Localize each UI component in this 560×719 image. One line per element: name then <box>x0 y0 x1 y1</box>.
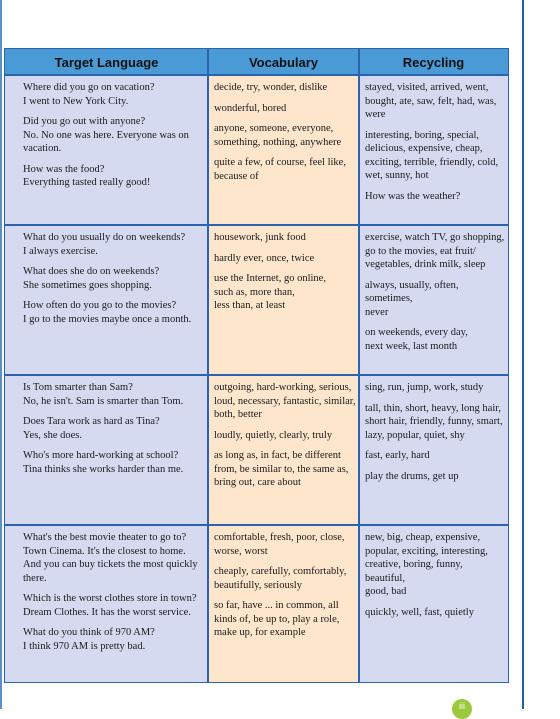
entry-group <box>23 415 205 442</box>
entry-group <box>365 81 505 122</box>
entry-group <box>23 265 205 292</box>
entry-line: What do you usually do on weekends? <box>23 232 186 243</box>
entry-group <box>214 449 356 490</box>
entry-line: What does she do on weekends? <box>23 266 160 277</box>
recycling-cell <box>365 231 505 360</box>
entry-group <box>365 381 505 395</box>
entry-line: loudly, quietly, clearly, truly <box>214 429 333 441</box>
recycling-cell <box>365 81 505 210</box>
entry-group <box>214 381 356 422</box>
entry-line: How was the weather? <box>365 190 461 202</box>
entry-line: lazy, popular, quiet, shy <box>365 429 465 441</box>
entry-group <box>214 429 356 443</box>
entry-group <box>214 531 356 558</box>
entry-line: comfortable, fresh, poor, close, <box>214 532 345 543</box>
entry-line: decide, try, wonder, dislike <box>214 82 328 93</box>
entry-group <box>23 81 205 108</box>
entry-line: good, bad <box>365 586 407 597</box>
entry-group <box>214 599 356 640</box>
entry-line: Dream Clothes. It has the worst service. <box>23 606 191 618</box>
entry-line: No. No one was here. Everyone was on <box>23 129 189 141</box>
page-number-badge: iii <box>452 699 472 719</box>
target-language-cell <box>23 531 205 660</box>
entry-group <box>365 606 505 620</box>
target-language-cell <box>23 381 205 483</box>
entry-line: quickly, well, fast, quietly <box>365 606 474 618</box>
entry-line: And you can buy tickets the most quickly <box>23 559 198 570</box>
entry-line: both, better <box>214 409 262 420</box>
entry-line: creative, boring, funny, beautiful, <box>365 559 463 584</box>
entry-line: outgoing, hard-working, serious, <box>214 382 352 393</box>
row-divider <box>5 224 508 226</box>
entry-line: vegetables, drink milk, sleep <box>365 259 486 270</box>
entry-line: cheaply, carefully, comfortably, <box>214 566 347 577</box>
vocabulary-cell <box>214 81 356 190</box>
entry-line: make up, for example <box>214 627 306 638</box>
entry-group <box>365 231 505 272</box>
entry-group <box>365 326 505 353</box>
entry-group <box>23 299 205 326</box>
entry-line: because of <box>214 170 259 182</box>
entry-line: as long as, in fact, be different <box>214 450 341 461</box>
entry-group <box>365 531 505 599</box>
entry-line: loud, necessary, fantastic, similar, <box>214 395 356 407</box>
entry-line: Did you go out with anyone? <box>23 116 146 127</box>
entry-group <box>214 102 356 116</box>
entry-line: Is Tom smarter than Sam? <box>23 382 133 393</box>
row-divider <box>5 374 508 376</box>
column-divider <box>207 49 209 682</box>
entry-line: go to the movies, eat fruit/ <box>365 245 476 257</box>
vocabulary-cell <box>214 531 356 647</box>
entry-line: exciting, terrible, friendly, cold, <box>365 156 499 168</box>
entry-line: popular, exciting, interesting, <box>365 545 488 557</box>
vocabulary-cell <box>214 231 356 320</box>
entry-line: were <box>365 109 386 120</box>
entry-group <box>23 163 205 190</box>
entry-line: play the drums, get up <box>365 470 459 482</box>
entry-group <box>23 231 205 258</box>
entry-line: I always exercise. <box>23 245 98 257</box>
entry-group <box>214 81 356 95</box>
entry-line: I think 970 AM is pretty bad. <box>23 640 146 652</box>
entry-group <box>214 122 356 149</box>
entry-line: Town Cinema. It's the closest to home. <box>23 545 186 557</box>
entry-line: How was the food? <box>23 163 105 175</box>
entry-group <box>23 381 205 408</box>
entry-line: anyone, someone, everyone, <box>214 123 334 134</box>
entry-group <box>365 279 505 320</box>
entry-group <box>214 252 356 266</box>
entry-line: from, be similar to, the same as, <box>214 463 349 475</box>
entry-line: short hair, friendly, funny, smart, <box>365 416 503 427</box>
entry-group <box>214 231 356 245</box>
entry-group <box>365 449 505 463</box>
vocabulary-cell <box>214 381 356 497</box>
entry-line: worse, worst <box>214 545 268 557</box>
entry-line: next week, last month <box>365 340 458 352</box>
entry-group <box>23 531 205 585</box>
recycling-cell <box>365 531 505 626</box>
entry-group <box>214 272 356 313</box>
recycling-cell <box>365 381 505 490</box>
entry-line: sing, run, jump, work, study <box>365 382 484 393</box>
entry-group <box>365 470 505 484</box>
entry-line: What's the best movie theater to go to? <box>23 532 187 543</box>
target-language-cell <box>23 81 205 197</box>
entry-line: tall, thin, short, heavy, long hair, <box>365 402 501 414</box>
entry-line: beautifully, seriously <box>214 579 302 591</box>
entry-line: I go to the movies maybe once a month. <box>23 313 192 325</box>
entry-line: She sometimes goes shopping. <box>23 279 152 291</box>
entry-line: No, he isn't. Sam is smarter than Tom. <box>23 395 184 407</box>
entry-group <box>23 115 205 156</box>
entry-line: something, nothing, anywhere <box>214 136 342 148</box>
entry-group <box>23 592 205 619</box>
header-vocabulary: Vocabulary <box>208 49 359 75</box>
page-left-rule <box>0 0 2 709</box>
entry-line: How often do you go to the movies? <box>23 300 177 311</box>
entry-line: I went to New York City. <box>23 95 129 107</box>
entry-line: Tina thinks she works harder than me. <box>23 463 184 475</box>
entry-line: housework, junk food <box>214 232 306 243</box>
entry-line: fast, early, hard <box>365 450 430 461</box>
entry-line: vacation. <box>23 143 62 154</box>
entry-group <box>23 449 205 476</box>
entry-line: always, usually, often, sometimes, <box>365 279 459 304</box>
entry-line: stayed, visited, arrived, went, <box>365 82 489 93</box>
entry-line: exercise, watch TV, go shopping, <box>365 232 505 243</box>
entry-line: bring out, care about <box>214 477 301 488</box>
entry-line: wonderful, bored <box>214 102 287 114</box>
entry-line: there. <box>23 572 47 584</box>
entry-line: wet, sunny, hot <box>365 170 429 181</box>
entry-group <box>365 129 505 183</box>
entry-group <box>214 156 356 183</box>
entry-line: new, big, cheap, expensive, <box>365 532 481 543</box>
entry-line: such as, more than, <box>214 286 295 298</box>
page-right-rule <box>522 0 524 709</box>
entry-line: Who's more hard-working at school? <box>23 450 179 461</box>
entry-line: Yes, she does. <box>23 429 83 441</box>
entry-line: delicious, expensive, cheap, <box>365 143 483 154</box>
row-divider <box>5 74 508 76</box>
entry-group <box>365 190 505 204</box>
header-recycling: Recycling <box>359 49 508 75</box>
entry-line: on weekends, every day, <box>365 327 468 338</box>
entry-line: use the Internet, go online, <box>214 273 326 284</box>
entry-line: bought, ate, saw, felt, had, was, <box>365 95 497 107</box>
entry-line: Where did you go on vacation? <box>23 82 155 93</box>
entry-line: quite a few, of course, feel like, <box>214 157 346 168</box>
entry-line: kinds of, be up to, play a role, <box>214 613 340 625</box>
entry-line: so far, have ... in common, all <box>214 600 339 611</box>
row-divider <box>5 524 508 526</box>
entry-line: Everything tasted really good! <box>23 177 151 188</box>
column-divider <box>358 49 360 682</box>
entry-line: What do you think of 970 AM? <box>23 627 155 638</box>
entry-line: interesting, boring, special, <box>365 129 480 141</box>
header-target-language: Target Language <box>5 49 208 75</box>
entry-line: Which is the worst clothes store in town? <box>23 593 197 604</box>
entry-group <box>365 402 505 443</box>
entry-group <box>23 626 205 653</box>
entry-line: never <box>365 306 389 318</box>
syllabus-table <box>4 48 509 683</box>
entry-group <box>214 565 356 592</box>
target-language-cell <box>23 231 205 333</box>
entry-line: Does Tara work as hard as Tina? <box>23 416 160 427</box>
entry-line: less than, at least <box>214 300 286 311</box>
entry-line: hardly ever, once, twice <box>214 252 315 264</box>
